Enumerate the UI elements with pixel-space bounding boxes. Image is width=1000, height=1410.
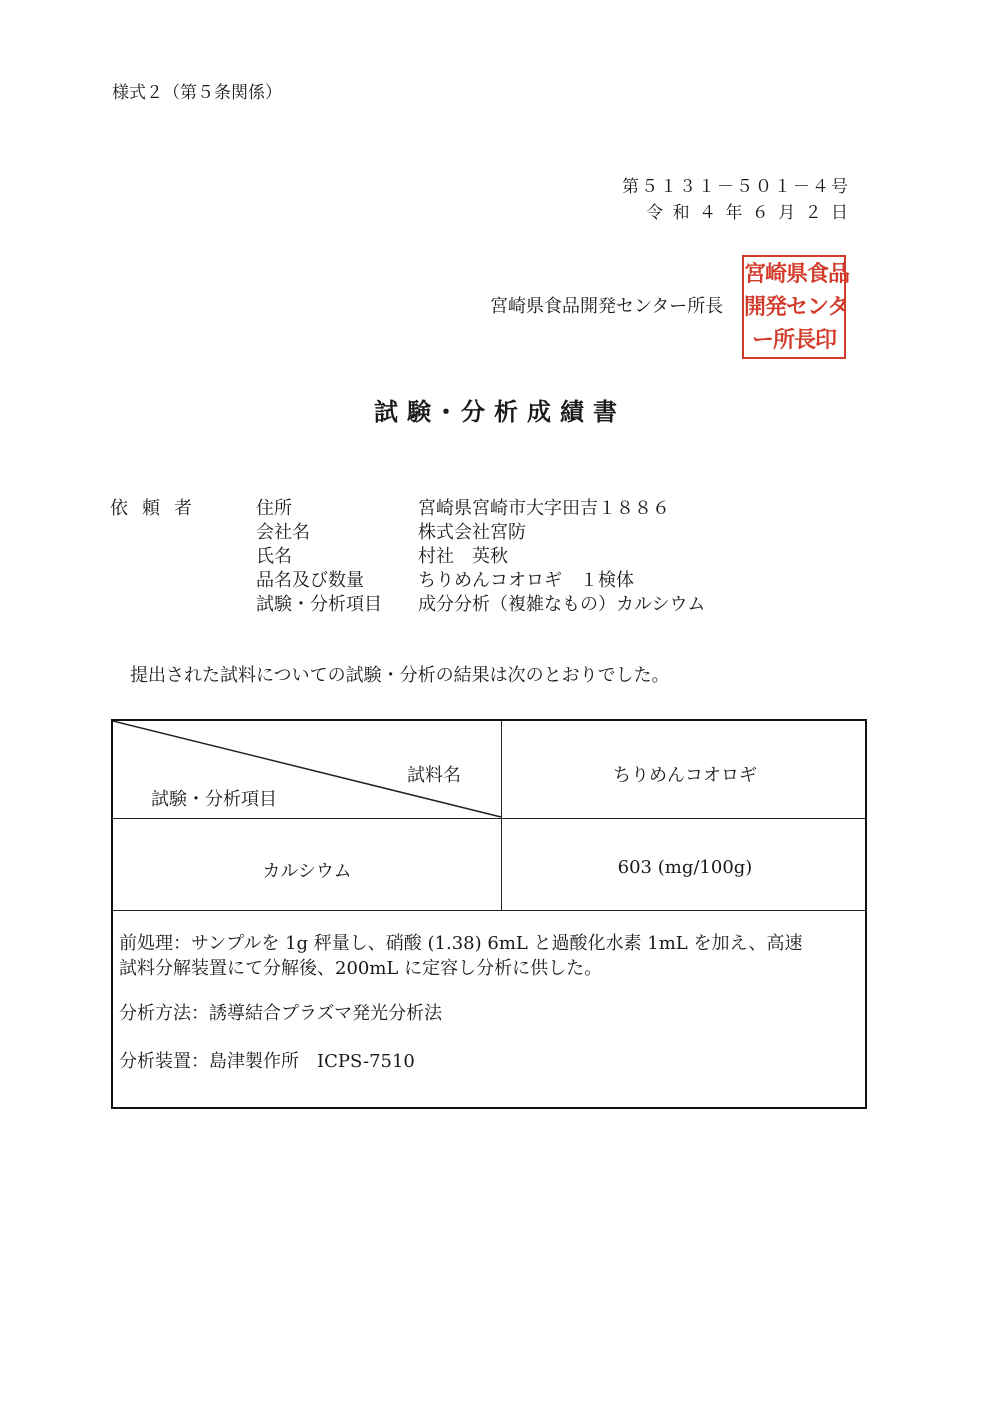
field-label-test-item: 試験・分析項目 xyxy=(256,594,382,615)
form-label: 様式２（第５条関係） xyxy=(112,83,282,103)
notes-pretreatment-line-1: 前処理：サンプルを 1g 秤量し、硝酸 (1.38) 6mL と過酸化水素 1mL を加え、高速 xyxy=(119,933,803,954)
field-label-product: 品名及び数量 xyxy=(256,570,364,591)
field-label-company: 会社名 xyxy=(256,522,310,543)
document-title: 試験･分析成績書 xyxy=(374,398,626,426)
intro-text: 提出された試料についての試験・分析の結果は次のとおりでした。 xyxy=(130,665,670,686)
official-seal xyxy=(742,255,850,359)
notes-method: 分析方法：誘導結合プラズマ発光分析法 xyxy=(119,1003,443,1024)
issue-date: 令 和 ４ 年 ６ 月 ２ 日 xyxy=(646,203,850,223)
header-item-label: 試験・分析項目 xyxy=(151,789,277,810)
field-value-name: 村社 英秋 xyxy=(418,546,508,567)
requester-label: 依頼者 xyxy=(110,498,206,519)
header-row-divider xyxy=(113,818,865,819)
column-divider xyxy=(501,721,502,911)
field-value-product: ちりめんコオロギ １検体 xyxy=(418,570,634,591)
issuer-name: 宮崎県食品開発センター所長 xyxy=(490,296,724,317)
seal-line-3: ー所長印 xyxy=(751,328,836,353)
field-value-test-item: 成分分析（複雑なもの）カルシウム xyxy=(418,594,706,615)
field-value-company: 株式会社宮防 xyxy=(418,522,526,543)
notes-equipment: 分析装置：島津製作所 ICPS-7510 xyxy=(119,1051,415,1072)
document-header xyxy=(622,174,850,226)
seal-line-1: 宮崎県食品 xyxy=(744,262,850,287)
field-label-name: 氏名 xyxy=(256,546,292,567)
header-sample-label: 試料名 xyxy=(407,765,461,786)
field-value-address: 宮崎県宮崎市大字田吉１８８６ xyxy=(418,498,670,519)
field-label-address: 住所 xyxy=(256,498,292,519)
result-item: カルシウム xyxy=(262,861,352,882)
notes-pretreatment-line-2: 試料分解装置にて分解後、200mL に定容し分析に供した。 xyxy=(119,958,603,979)
result-row-divider xyxy=(113,910,865,911)
sample-name: ちりめんコオロギ xyxy=(613,765,757,786)
document-number: 第５１３１－５０１－４号 xyxy=(622,177,850,197)
result-value: 603 (mg/100g) xyxy=(617,857,753,878)
seal-line-2: 開発センタ xyxy=(744,295,849,320)
results-table xyxy=(111,719,867,1109)
